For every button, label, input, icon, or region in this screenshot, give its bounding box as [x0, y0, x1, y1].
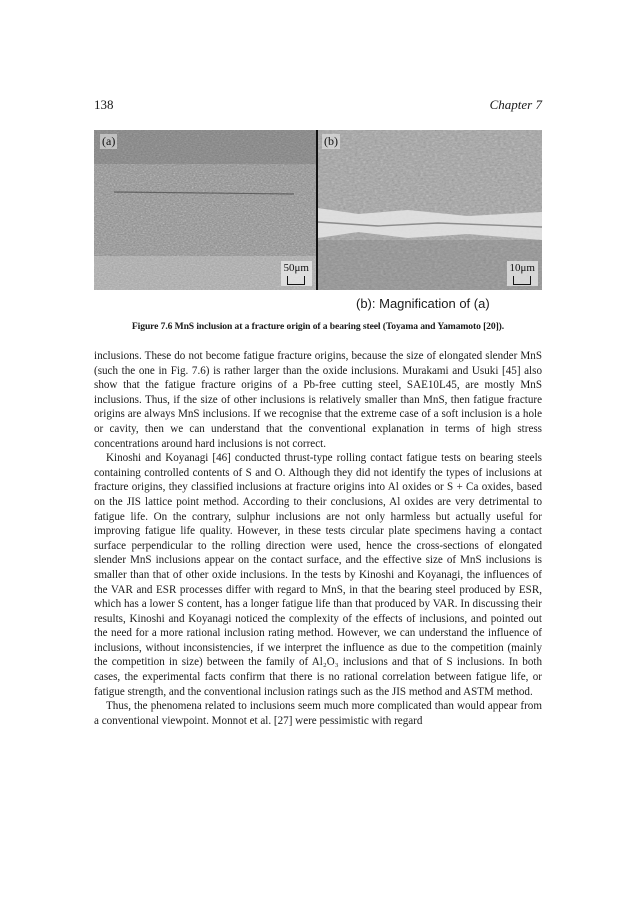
micrograph-a — [94, 130, 316, 290]
paragraph-2: Kinoshi and Koyanagi [46] conducted thrust-type rolling contact fatigue tests on bearing steels containing controlled contents of S and O. Although they did not identify the types of inclusions at fracture origins, they classified inclusions at fracture origins into Al oxides or S + Ca oxides, based on the JIS lattice point method. According to their conclusions, Al oxides are very detrimental to fatigue life. On the contrary, sulphur inclusions are not only harmless but actually useful for improving fatigue life quality. However, in these tests circular plate specimens having a contact surface perpendicular to the rolling direction were used, hence the cross-sections of elongated slender MnS inclusions appear on the contact surface, and the effective size of MnS inclusions is smaller than that of other oxide inclusions. In the tests by Kinoshi and Koyanagi, the influences of the VAR and ESR processes differ with regard to MnS, in that the bearing steel produced by ESR, which has a lower S content, has a longer fatigue life than that produced by VAR. In discussing their results, Kinoshi and Koyanagi noticed the complexity of the effects of inclusions, and pointed out the need for a more rational inclusion rating method. However, we can understand the influence of inclusions, without inconsistencies, if we interpret the influence as due to the competition (mainly the competition in size) between the family of Al₂O₃ inclusions and that of S inclusions. In both cases, the experimental facts confirm that there is no rational correlation between fatigue life, or fatigue strength, and the conventional inclusion ratings such as the JIS method and ASTM method. — [94, 452, 542, 698]
figure-7-6 — [94, 130, 542, 290]
figure-caption: Figure 7.6 MnS inclusion at a fracture origin of a bearing steel (Toyama and Yamamoto [20]). — [131, 321, 505, 332]
page-header — [94, 97, 542, 113]
micrograph-b — [318, 130, 542, 290]
scale-bar-a — [281, 261, 312, 286]
panel-b-label: (b) — [324, 134, 338, 148]
page-number: 138 — [94, 97, 114, 112]
body-text — [94, 349, 542, 728]
scale-bar-a-label: 50μm — [283, 262, 309, 274]
panel-a-label: (a) — [102, 134, 116, 148]
scale-bar-b-label: 10μm — [509, 262, 535, 274]
paragraph-3: Thus, the phenomena related to inclusions seem much more complicated than would appear from a conventional viewpoint. Monnot et al. [27] were pessimistic with regard — [94, 700, 542, 727]
scale-bar-b-mark — [513, 276, 531, 285]
scale-bar-a-mark — [287, 276, 305, 285]
paragraph-1: inclusions. These do not become fatigue fracture origins, because the size of elongated slender MnS (such the one in Fig. 7.6) is rather larger than the oxide inclusions. Murakami and Usuki [45] also show that the fatigue fracture origins of a Pb-free cutting steel, SAE10L45, are mostly MnS inclusions. Thus, if the size of other inclusions is relatively smaller than MnS, then fatigue fracture origins are always MnS inclusions. If we recognise that the extreme case of a soft inclusion is a hole or cavity, then we can understand that the conventional explanation in terms of high stress concentrations around hard inclusions is not correct. — [94, 350, 542, 450]
figure-sub-caption: (b): Magnification of (a) — [356, 296, 490, 311]
chapter-label: Chapter 7 — [489, 97, 542, 112]
scale-bar-b — [507, 261, 538, 286]
